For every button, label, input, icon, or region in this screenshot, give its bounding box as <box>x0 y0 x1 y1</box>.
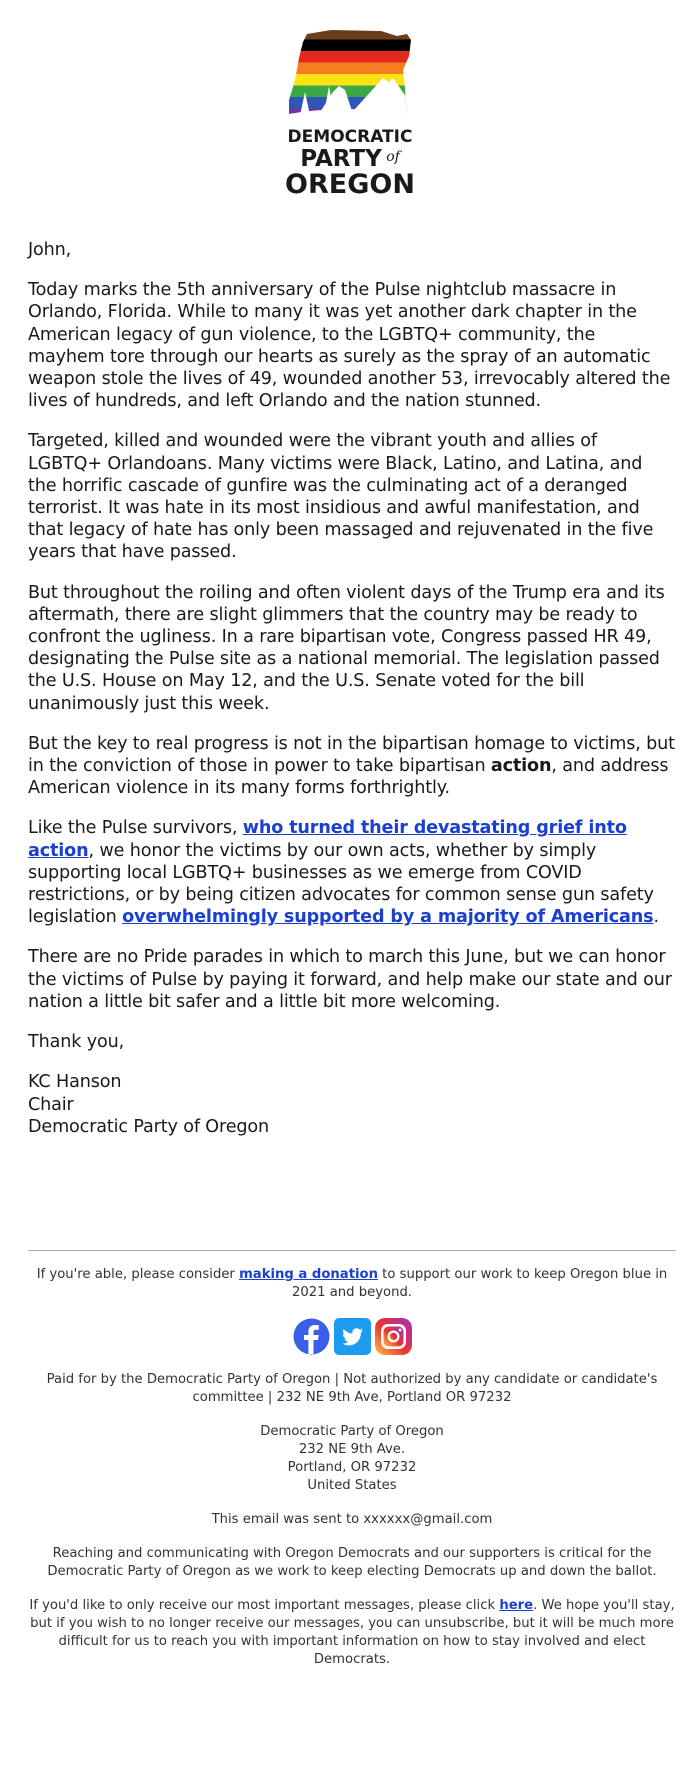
closing: Thank you, <box>28 1032 125 1053</box>
paragraph-5-text-end: . <box>653 907 659 928</box>
sent-to-notice: This email was sent to xxxxxx@gmail.com <box>211 1512 493 1527</box>
address-street: 232 NE 9th Ave. <box>298 1442 406 1457</box>
survivors-action-link[interactable]: who turned their devastating grief into action <box>28 818 627 861</box>
paragraph-4-text-end: , and address American violence in its many forms forthrightly. <box>28 756 669 799</box>
logo-stripe <box>285 28 415 40</box>
address-country: United States <box>307 1478 397 1493</box>
letter-body <box>28 239 676 1138</box>
mailing-address <box>28 1423 676 1495</box>
paragraph-2: Targeted, killed and wounded were the vibrant youth and allies of LGBTQ+ Orlandoans. Many victims were Black, Latino, and Latina, and the horrific cascade of gunfire was the culminating act of a deranged terrorist. It was hate in its most insidious and awful manifestation, and that legacy of hate has only been massaged and rejuvenated in the five years that have passed. <box>28 431 654 563</box>
donation-text: If you're able, please consider <box>36 1267 240 1282</box>
logo-line-2-small: of <box>386 149 400 165</box>
paragraph-5 <box>28 817 676 928</box>
paragraph-5-text-middle: , we honor the victims by our own acts, whether by simply supporting local LGBTQ+ businesses as we emerge from COVID restrictions, or by being citizen advocates for common sense gun safety legislation <box>28 840 654 928</box>
logo-stripe <box>285 40 415 52</box>
paragraph-4-text: But the key to real progress is not in the bipartisan homage to victims, but in the conviction of those in power to take bipartisan <box>28 733 675 777</box>
paid-for-disclaimer: Paid for by the Democratic Party of Oregon | Not authorized by any candidate or candidate's committee | 232 NE 9th Ave, Portland OR 97232 <box>46 1372 658 1405</box>
unsubscribe-text: If you'd like to only receive our most important messages, please click <box>29 1598 500 1613</box>
unsubscribe-text-end: . We hope you'll stay, but if you wish to no longer receive our messages, you can unsubscribe, but it will be much more difficult for us to reach you with important information on how to stay involved and elect Democrats. <box>30 1598 675 1667</box>
signature-name: KC Hanson <box>28 1072 122 1093</box>
instagram-icon[interactable] <box>375 1318 412 1355</box>
signature-title: Chair <box>28 1094 74 1115</box>
address-city: Portland, OR 97232 <box>287 1460 417 1475</box>
paragraph-4 <box>28 733 676 800</box>
unsubscribe-note <box>28 1597 676 1669</box>
logo-line-2: PARTY <box>300 146 382 172</box>
greeting: John, <box>28 240 72 260</box>
paragraph-5-text: Like the Pulse survivors, <box>28 818 243 839</box>
paragraph-6: There are no Pride parades in which to march this June, but we can honor the victims of Pulse by paying it forward, and help make our state and our nation a little bit safer and a little bit more welcoming. <box>28 947 672 1012</box>
logo-stripe <box>285 63 415 75</box>
preferences-link[interactable]: here <box>499 1598 534 1613</box>
donation-link[interactable]: making a donation <box>239 1267 378 1282</box>
majority-support-link[interactable]: overwhelmingly supported by a majority of Americans <box>122 907 654 928</box>
logo-stripe <box>285 51 415 63</box>
signature <box>28 1071 676 1138</box>
address-org: Democratic Party of Oregon <box>260 1424 444 1439</box>
facebook-icon[interactable] <box>293 1318 330 1355</box>
donation-text-end: to support our work to keep Oregon blue in 2021 and beyond. <box>291 1267 668 1300</box>
footer-divider <box>28 1250 676 1251</box>
signature-org: Democratic Party of Oregon <box>28 1116 270 1137</box>
paragraph-4-bold: action <box>490 756 552 777</box>
oregon-pride-logo-icon <box>285 28 415 213</box>
twitter-icon[interactable] <box>334 1318 371 1355</box>
logo-line-3: OREGON <box>285 169 415 200</box>
logo-line-1: DEMOCRATIC <box>287 127 413 147</box>
paragraph-3: But throughout the roiling and often violent days of the Trump era and its aftermath, there are slight glimmers that the country may be ready to confront the ugliness. In a rare bipartisan vote, Congress passed HR 49, designating the Pulse site as a national memorial. The legislation passed the U.S. House on May 12, and the U.S. Senate voted for the bill unanimously just this week. <box>28 582 665 714</box>
paragraph-1: Today marks the 5th anniversary of the Pulse nightclub massacre in Orlando, Florida. While to many it was yet another dark chapter in the American legacy of gun violence, to the LGBTQ+ community, the mayhem tore through our hearts as surely as the spray of an automatic weapon stole the lives of 49, wounded another 53, irrevocably altered the lives of hundreds, and left Orlando and the nation stunned. <box>28 280 671 412</box>
email-footer <box>28 1266 676 1685</box>
reaching-note: Reaching and communicating with Oregon Democrats and our supporters is critical for the Democratic Party of Oregon as we work to keep electing Democrats up and down the ballot. <box>47 1546 657 1579</box>
social-links <box>28 1318 676 1355</box>
donation-note <box>28 1266 676 1302</box>
party-logo <box>0 28 700 213</box>
